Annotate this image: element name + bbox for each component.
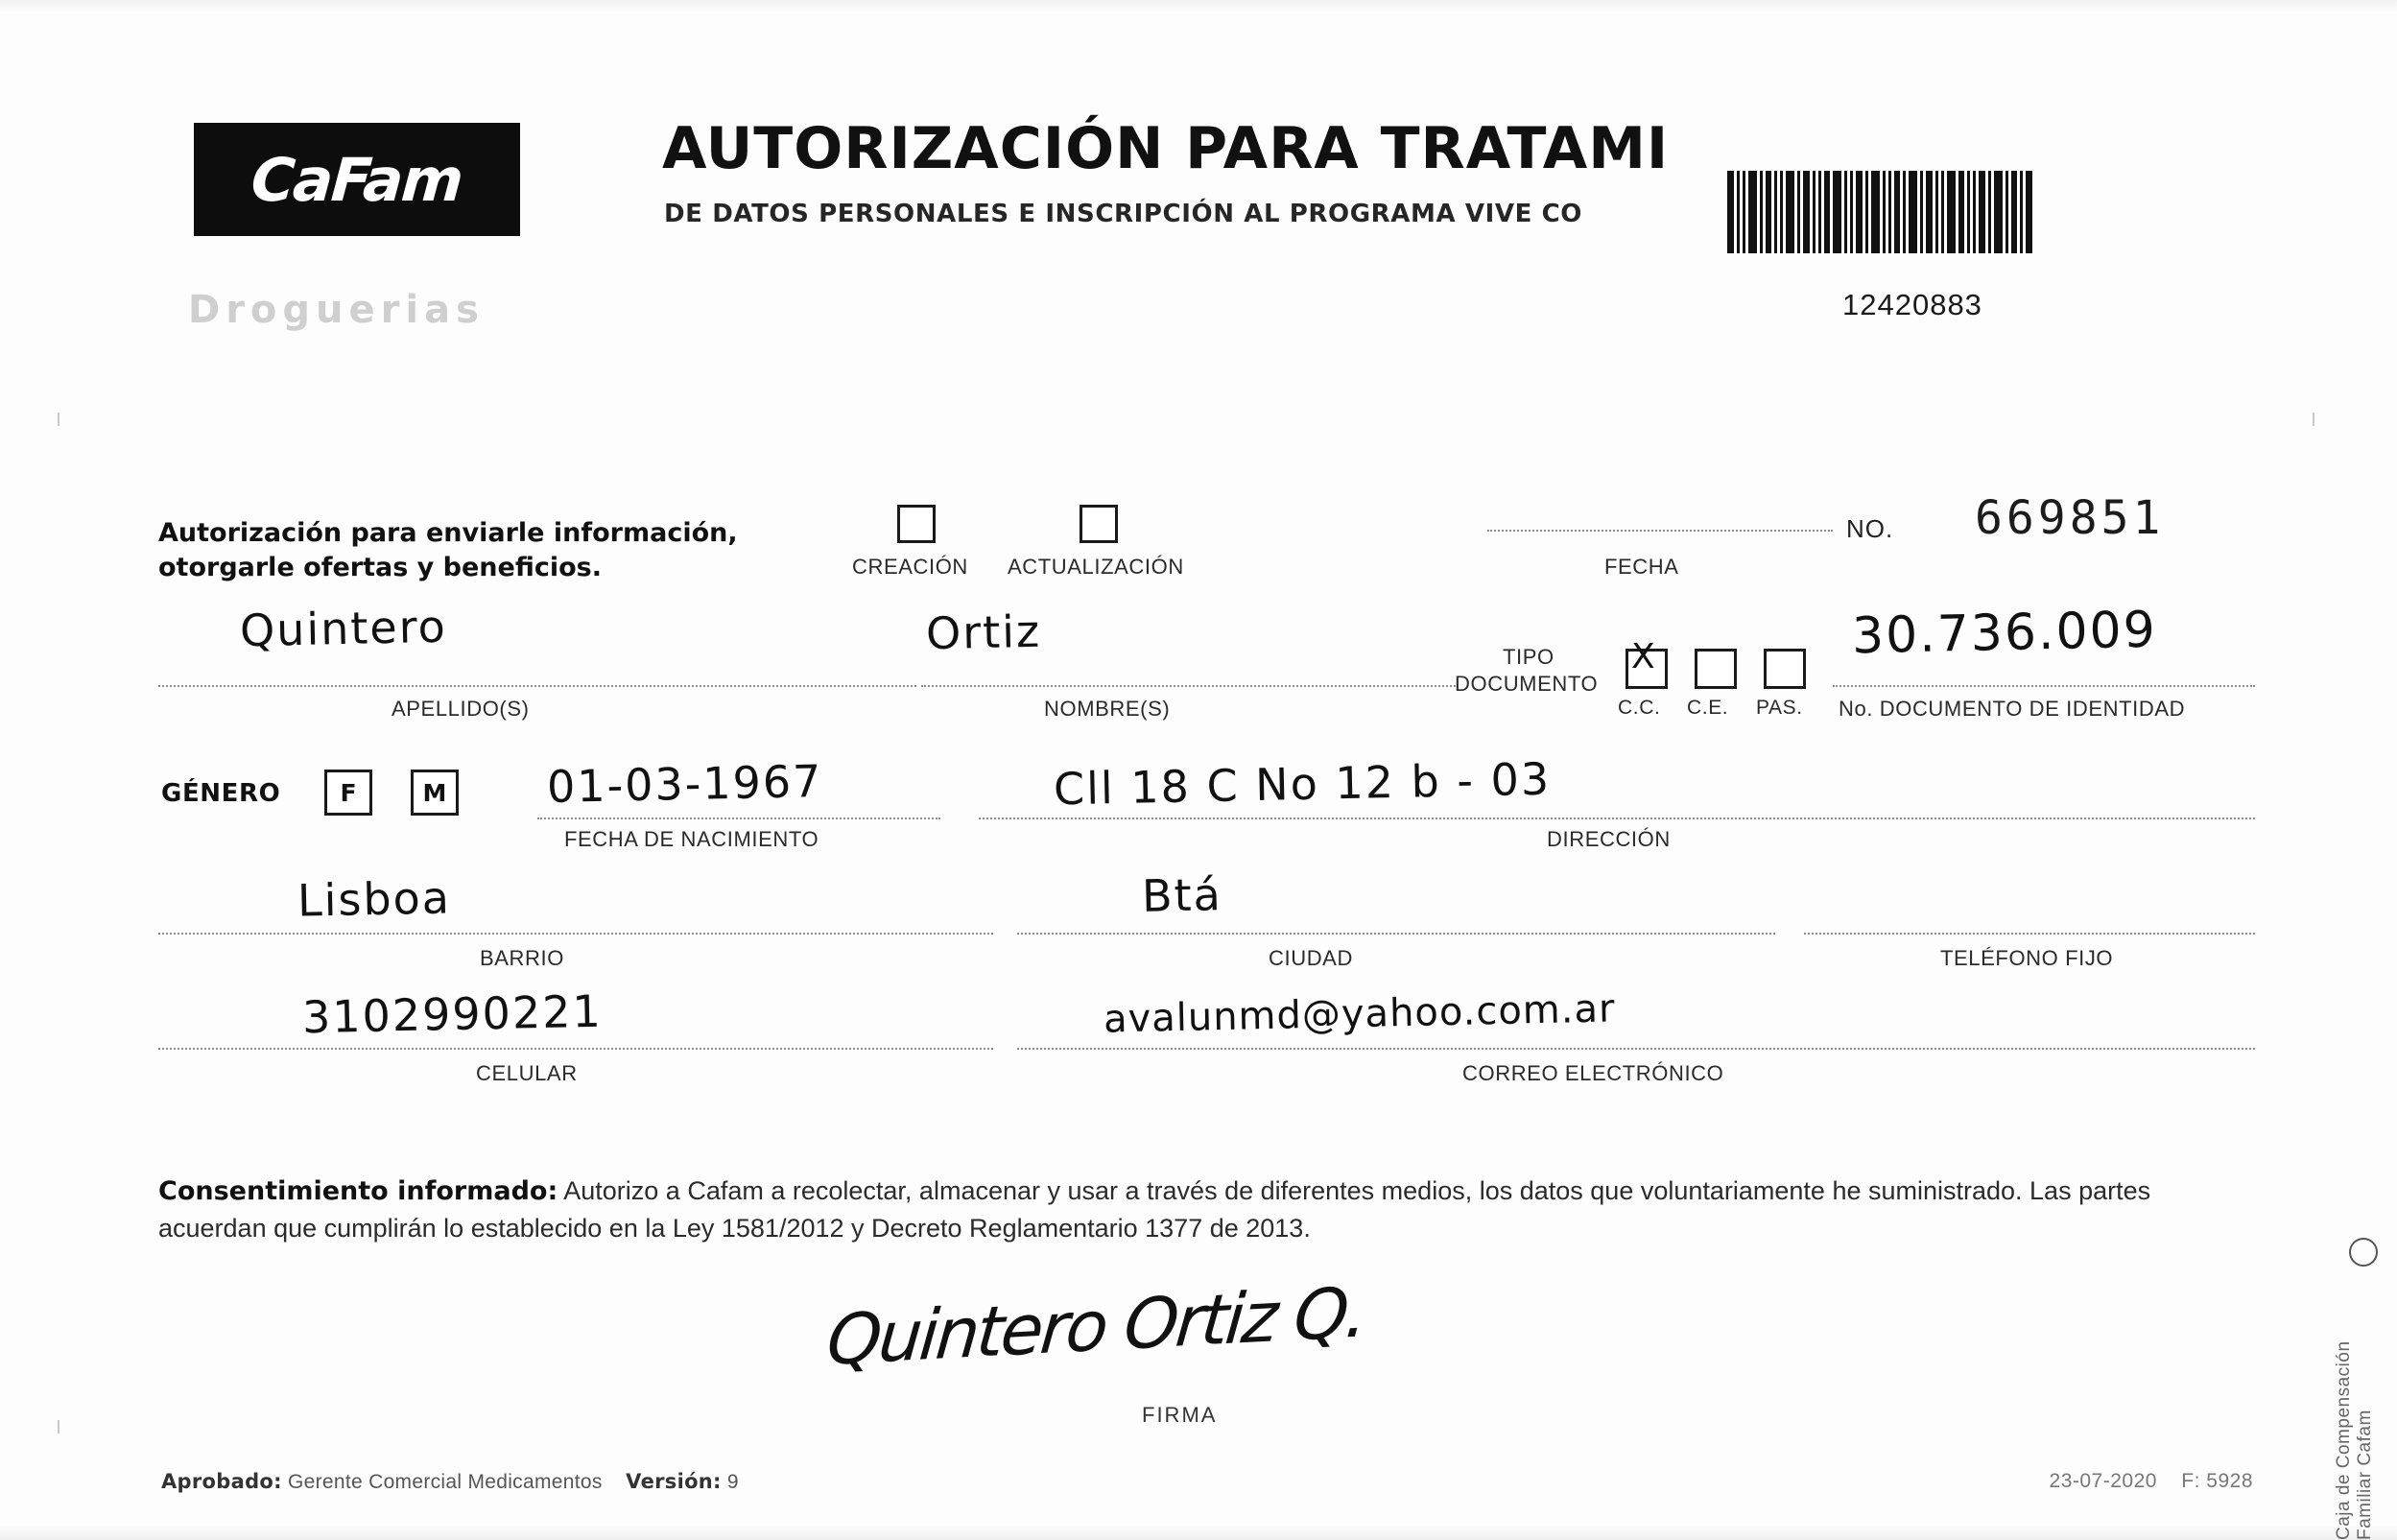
value-aprobado: Gerente Comercial Medicamentos <box>287 1471 603 1493</box>
registration-tick <box>2313 413 2314 426</box>
label-tipo-pas: PAS. <box>1756 697 1803 719</box>
label-creacion: CREACIÓN <box>852 555 968 579</box>
label-telefono-fijo: TELÉFONO FIJO <box>1940 946 2114 970</box>
checkbox-actualizacion[interactable] <box>1080 505 1118 543</box>
telefono-fijo-rule <box>1804 933 2255 935</box>
checkbox-tipo-ce[interactable] <box>1695 649 1737 689</box>
consent-body: Autorizo a Cafam a recolectar, almacenar y usar a través de diferentes medios, los datos que voluntariamente he suministrado. Las partes acuerdan que cumplirán lo establecido en la Ley 1581/2012 y Decreto Reglamentario 1377 de 2013. <box>158 1176 2151 1243</box>
label-correo: CORREO ELECTRÓNICO <box>1462 1061 1724 1085</box>
registration-tick <box>58 413 59 426</box>
registration-tick <box>58 1420 59 1433</box>
label-aprobado: Aprobado: <box>161 1470 282 1493</box>
label-nombre: NOMBRE(S) <box>1044 697 1171 721</box>
label-fecha-nacimiento: FECHA DE NACIMIENTO <box>564 827 819 851</box>
footer-code: F: 5928 <box>2181 1470 2253 1492</box>
page-subtitle: DE DATOS PERSONALES E INSCRIPCIÓN AL PROGRAMA VIVE CO <box>664 200 1582 228</box>
authorization-note: Autorización para enviarle información, otorgarle ofertas y beneficios. <box>158 518 738 582</box>
label-firma: FIRMA <box>1142 1403 1218 1427</box>
direccion-rule <box>979 817 2255 819</box>
field-direccion-value: Cll 18 C No 12 b - 03 <box>1053 752 1552 816</box>
label-tipo-documento-line2: DOCUMENTO <box>1455 672 1599 696</box>
field-no-value: 669851 <box>1975 491 2165 545</box>
recycle-icon <box>2349 1238 2378 1267</box>
fecha-nacimiento-rule <box>537 817 940 819</box>
side-note: Caja de Compensación Familiar Cafam <box>2334 1340 2375 1540</box>
scan-edge-bottom <box>0 1523 2397 1540</box>
no-documento-rule <box>1833 685 2255 687</box>
ciudad-rule <box>1017 933 1775 935</box>
field-ciudad-value: Btá <box>1141 868 1223 922</box>
barcode-number: 12420883 <box>1842 288 1982 321</box>
checkbox-creacion[interactable] <box>897 505 936 543</box>
field-apellido-value: Quintero <box>239 600 448 657</box>
barrio-rule <box>158 933 993 935</box>
barcode <box>1727 171 2101 253</box>
label-genero: GÉNERO <box>161 779 281 808</box>
label-tipo-ce: C.E. <box>1687 697 1729 719</box>
field-nombre-value: Ortiz <box>925 604 1042 660</box>
label-no-documento: No. DOCUMENTO DE IDENTIDAD <box>1839 697 2186 721</box>
apellido-rule <box>158 685 916 687</box>
footer-date: 23-07-2020 <box>2049 1470 2157 1492</box>
label-version: Versión: <box>626 1470 722 1493</box>
value-version: 9 <box>726 1471 739 1493</box>
checkbox-genero-f[interactable]: F <box>324 770 372 816</box>
consent-paragraph <box>158 1173 2250 1246</box>
label-barrio: BARRIO <box>480 946 564 970</box>
correo-rule <box>1017 1048 2255 1050</box>
label-ciudad: CIUDAD <box>1269 946 1353 970</box>
consent-heading: Consentimiento informado: <box>158 1176 558 1206</box>
field-no-documento-value: 30.736.009 <box>1851 601 2158 666</box>
footer-left <box>161 1470 739 1494</box>
fecha-rule <box>1487 530 1833 532</box>
field-fecha-nacimiento-value: 01-03-1967 <box>546 754 823 814</box>
scan-edge-top <box>0 0 2397 13</box>
field-celular-value: 3102990221 <box>301 984 604 1044</box>
field-correo-value: avalunmd@yahoo.com.ar <box>1103 986 1616 1042</box>
label-tipo-documento-line1: TIPO <box>1503 645 1554 669</box>
signature-mark: Quintero Ortiz Q. <box>823 1271 1369 1381</box>
label-direccion: DIRECCIÓN <box>1547 827 1671 851</box>
tipo-documento-mark: X <box>1631 637 1655 676</box>
celular-rule <box>158 1048 993 1050</box>
label-tipo-cc: C.C. <box>1618 697 1661 719</box>
checkbox-genero-m[interactable]: M <box>411 770 459 816</box>
field-barrio-value: Lisboa <box>297 871 452 927</box>
cafam-logo-text: CaFam <box>249 144 465 215</box>
page-title: AUTORIZACIÓN PARA TRATAMI <box>662 115 1670 182</box>
cafam-logo-subtext: Droguerias <box>188 288 485 332</box>
label-fecha: FECHA <box>1604 555 1679 579</box>
label-actualizacion: ACTUALIZACIÓN <box>1008 555 1184 579</box>
checkbox-tipo-pas[interactable] <box>1764 649 1806 689</box>
nombre-rule <box>921 685 1459 687</box>
label-celular: CELULAR <box>476 1061 578 1085</box>
cafam-logo <box>194 123 520 236</box>
footer-right <box>2050 1470 2253 1493</box>
label-no: NO. <box>1846 514 1894 543</box>
label-apellido: APELLIDO(S) <box>392 697 530 721</box>
